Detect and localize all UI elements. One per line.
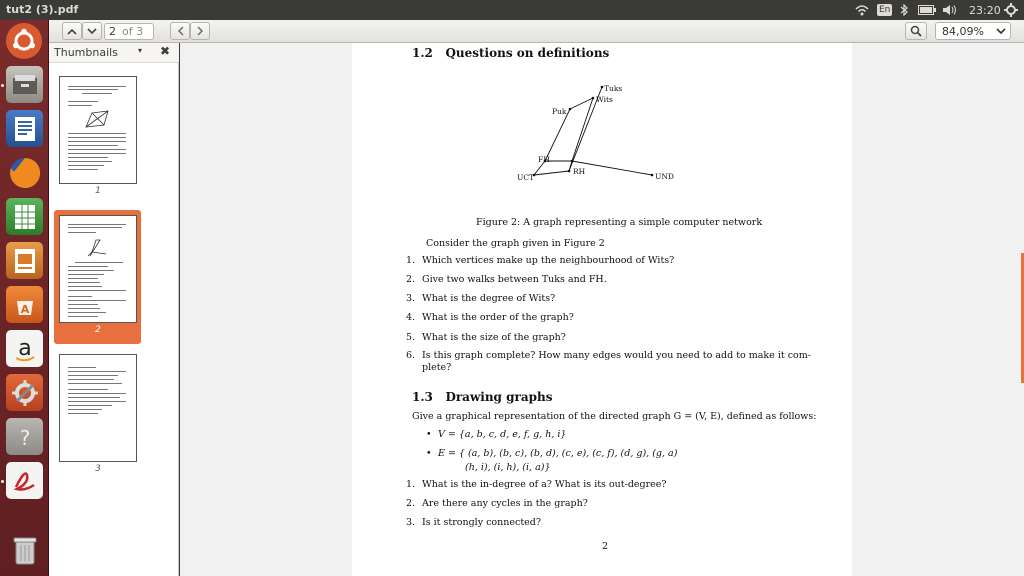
section-heading-1-2: 1.2 Questions on definitions [412, 46, 610, 60]
svg-text:?: ? [19, 425, 30, 450]
chevron-down-icon[interactable]: ▾ [138, 46, 143, 55]
current-page-value[interactable]: 2 [109, 25, 116, 38]
figure-caption: Figure 2: A graph representing a simple computer network [476, 217, 763, 228]
previous-page-button[interactable] [62, 22, 82, 40]
search-button[interactable] [905, 22, 927, 40]
network-graph-figure [512, 81, 692, 186]
edge-set-line-1: E = { (a, b), (b, c), (b, d), (c, e), (c, f), (d, g), (g, a) [438, 448, 678, 459]
gear-icon[interactable] [1004, 2, 1018, 18]
chevron-up-icon [67, 28, 77, 35]
toolbar [49, 20, 1024, 43]
node-und: UND [655, 172, 674, 181]
thumbnail-page-1[interactable] [59, 76, 137, 184]
question-1-3-1: 1. What is the in-degree of a? What is its out-degree? [406, 479, 667, 490]
ubuntu-dash-icon[interactable] [6, 23, 42, 59]
history-forward-button[interactable] [190, 22, 210, 40]
writer-icon[interactable] [6, 110, 43, 147]
clock[interactable]: 23:20 [969, 3, 1001, 17]
sidebar-header [49, 43, 179, 63]
thumbnail-page-2[interactable] [59, 215, 137, 323]
question-1-2-6: 6. Is this graph complete? How many edges would you need to add to make it com- plete? [406, 350, 811, 373]
page-number: 2 [602, 541, 609, 552]
sidebar [49, 43, 179, 576]
node-rh: RH [573, 167, 586, 176]
page-number-field[interactable] [104, 23, 154, 40]
zoom-select[interactable] [935, 22, 1011, 40]
running-indicator [1, 84, 4, 87]
sidebar-mode-selector[interactable]: Thumbnails [54, 46, 118, 59]
node-tuks: Tuks [604, 84, 623, 93]
trash-icon[interactable] [6, 532, 43, 569]
chevron-down-icon [996, 28, 1006, 35]
history-back-button[interactable] [170, 22, 190, 40]
keyboard-layout-indicator[interactable]: En [879, 5, 891, 15]
system-settings-icon[interactable] [6, 374, 43, 411]
calc-icon[interactable] [6, 198, 43, 235]
launcher [0, 20, 49, 576]
search-icon [910, 25, 922, 37]
window-title: tut2 (3).pdf [6, 3, 79, 16]
running-indicator [1, 480, 4, 483]
impress-icon[interactable] [6, 242, 43, 279]
node-uct: UCT [517, 173, 535, 182]
thumbnail-label-1: 1 [95, 186, 101, 196]
pdf-page [352, 43, 852, 576]
pdf-viewer-icon[interactable] [6, 462, 43, 499]
chevron-left-icon [177, 26, 184, 36]
thumbnail-label-3: 3 [95, 464, 101, 474]
page-total-label: of 3 [122, 25, 144, 38]
chevron-right-icon [197, 26, 204, 36]
wifi-icon[interactable] [855, 2, 869, 18]
question-1-2-4: 4. What is the order of the graph? [406, 312, 574, 323]
question-1-2-2: 2. Give two walks between Tuks and FH. [406, 274, 607, 285]
edge-set-line-2: (h, i), (i, h), (i, a)} [465, 462, 551, 473]
top-panel [0, 0, 1024, 20]
document-view[interactable] [180, 43, 1024, 576]
chevron-down-icon [87, 28, 97, 35]
thumbnail-label-2: 2 [95, 325, 101, 335]
svg-text:A: A [20, 302, 29, 316]
question-1-3-2: 2. Are there any cycles in the graph? [406, 498, 588, 509]
firefox-icon[interactable] [6, 154, 43, 191]
battery-icon[interactable] [918, 2, 936, 18]
node-wits: Wits [596, 95, 613, 104]
bullet-icon: • [426, 448, 432, 459]
zoom-value: 84,09% [942, 24, 984, 38]
section-heading-1-3: 1.3 Drawing graphs [412, 390, 553, 404]
files-icon[interactable] [6, 66, 43, 103]
svg-text:a: a [17, 335, 32, 361]
question-1-2-1: 1. Which vertices make up the neighbourhood of Wits? [406, 255, 675, 266]
intro-1-3: Give a graphical representation of the directed graph G = (V, E), defined as follows: [412, 411, 817, 422]
intro-text: Consider the graph given in Figure 2 [426, 238, 605, 249]
close-icon[interactable]: ✖ [160, 44, 171, 58]
question-1-2-5: 5. What is the size of the graph? [406, 332, 566, 343]
node-fh: FH [538, 155, 550, 164]
thumbnail-page-3[interactable] [59, 354, 137, 462]
question-1-2-3: 3. What is the degree of Wits? [406, 293, 556, 304]
next-page-button[interactable] [82, 22, 102, 40]
help-icon[interactable] [6, 418, 43, 455]
volume-icon[interactable] [942, 2, 958, 18]
node-puk: Puk [552, 107, 567, 116]
bullet-icon: • [426, 429, 432, 440]
vertex-set: V = {a, b, c, d, e, f, g, h, i} [438, 429, 567, 440]
bluetooth-icon[interactable] [900, 2, 908, 18]
amazon-icon[interactable] [6, 330, 43, 367]
software-center-icon[interactable] [6, 286, 43, 323]
question-1-3-3: 3. Is it strongly connected? [406, 517, 541, 528]
